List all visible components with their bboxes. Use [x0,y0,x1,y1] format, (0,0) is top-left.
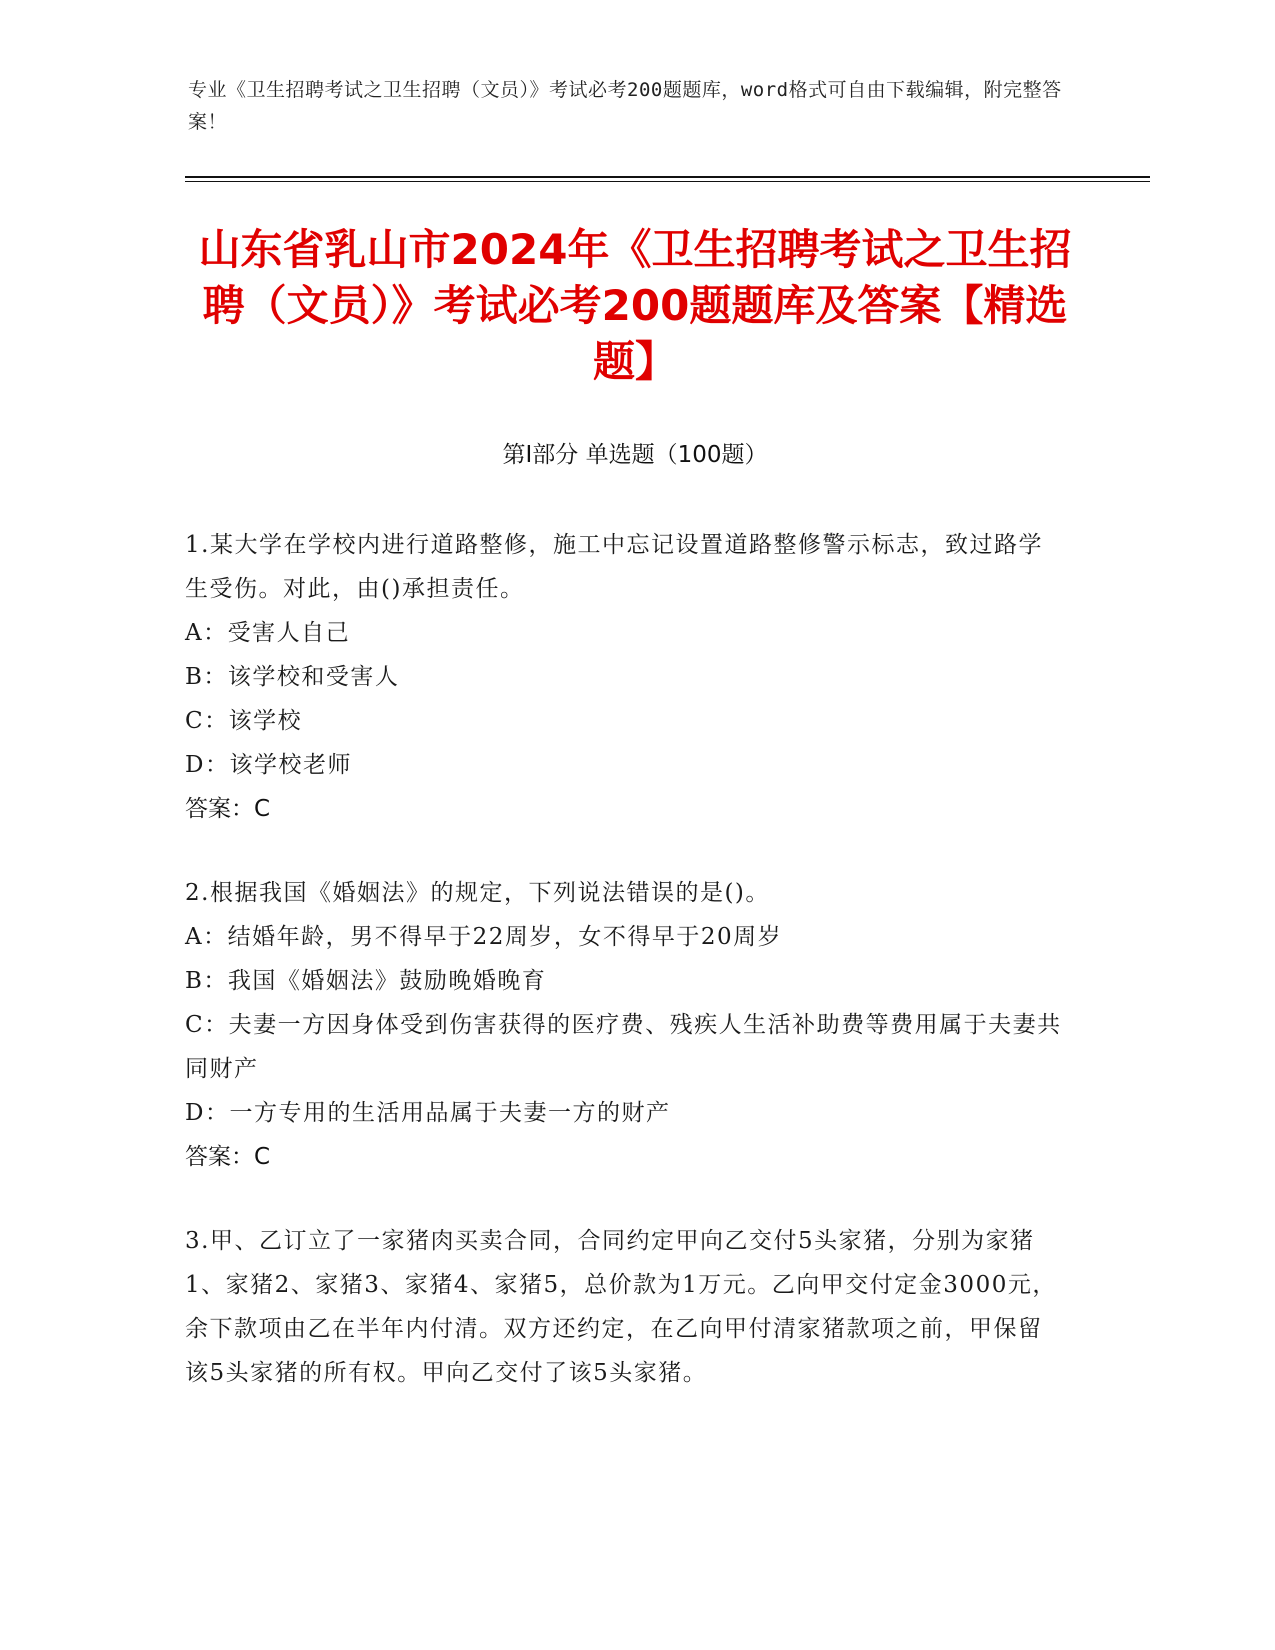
section-heading: 第Ⅰ部分 单选题（100题） [502,442,768,468]
option-c: C：该学校 [185,708,303,734]
question-stem: 2.根据我国《婚姻法》的规定，下列说法错误的是()。 [185,880,770,906]
option-b: B：该学校和受害人 [185,664,400,690]
question-1 [185,523,1065,831]
question-stem: 1.某大学在学校内进行道路整修，施工中忘记设置道路整修警示标志，致过路学生受伤。对此，由()承担责任。 [185,532,1043,602]
option-d: D：该学校老师 [185,752,352,778]
question-list [185,523,1065,1435]
header-divider-thin [185,181,1150,182]
option-d: D：一方专用的生活用品属于夫妻一方的财产 [185,1100,671,1126]
option-c: C：夫妻一方因身体受到伤害获得的医疗费、残疾人生活补助费等费用属于夫妻共同财产 [185,1012,1062,1082]
question-2 [185,871,1065,1179]
question-3 [185,1219,1065,1395]
option-a: A：结婚年龄，男不得早于22周岁，女不得早于20周岁 [185,924,783,950]
answer: 答案：C [185,1144,271,1170]
question-stem: 3.甲、乙订立了一家猪肉买卖合同，合同约定甲向乙交付5头家猪，分别为家猪1、家猪2、家猪3、家猪4、家猪5，总价款为1万元。乙向甲交付定金3000元，余下款项由乙在半年内付清。双方还约定，在乙向甲付清家猪款项之前，甲保留该5头家猪的所有权。甲向乙交付了该5头家猪。 [185,1228,1057,1386]
answer: 答案：C [185,796,271,822]
header-note: 专业《卫生招聘考试之卫生招聘（文员）》考试必考200题题库，word格式可自由下载编辑，附完整答案！ [188,79,1062,133]
option-a: A：受害人自己 [185,620,351,646]
document-title: 山东省乳山市2024年《卫生招聘考试之卫生招聘（文员）》考试必考200题题库及答案【精选题】 [198,225,1072,386]
header-divider [185,176,1150,178]
option-b: B：我国《婚姻法》鼓励晚婚晚育 [185,968,547,994]
